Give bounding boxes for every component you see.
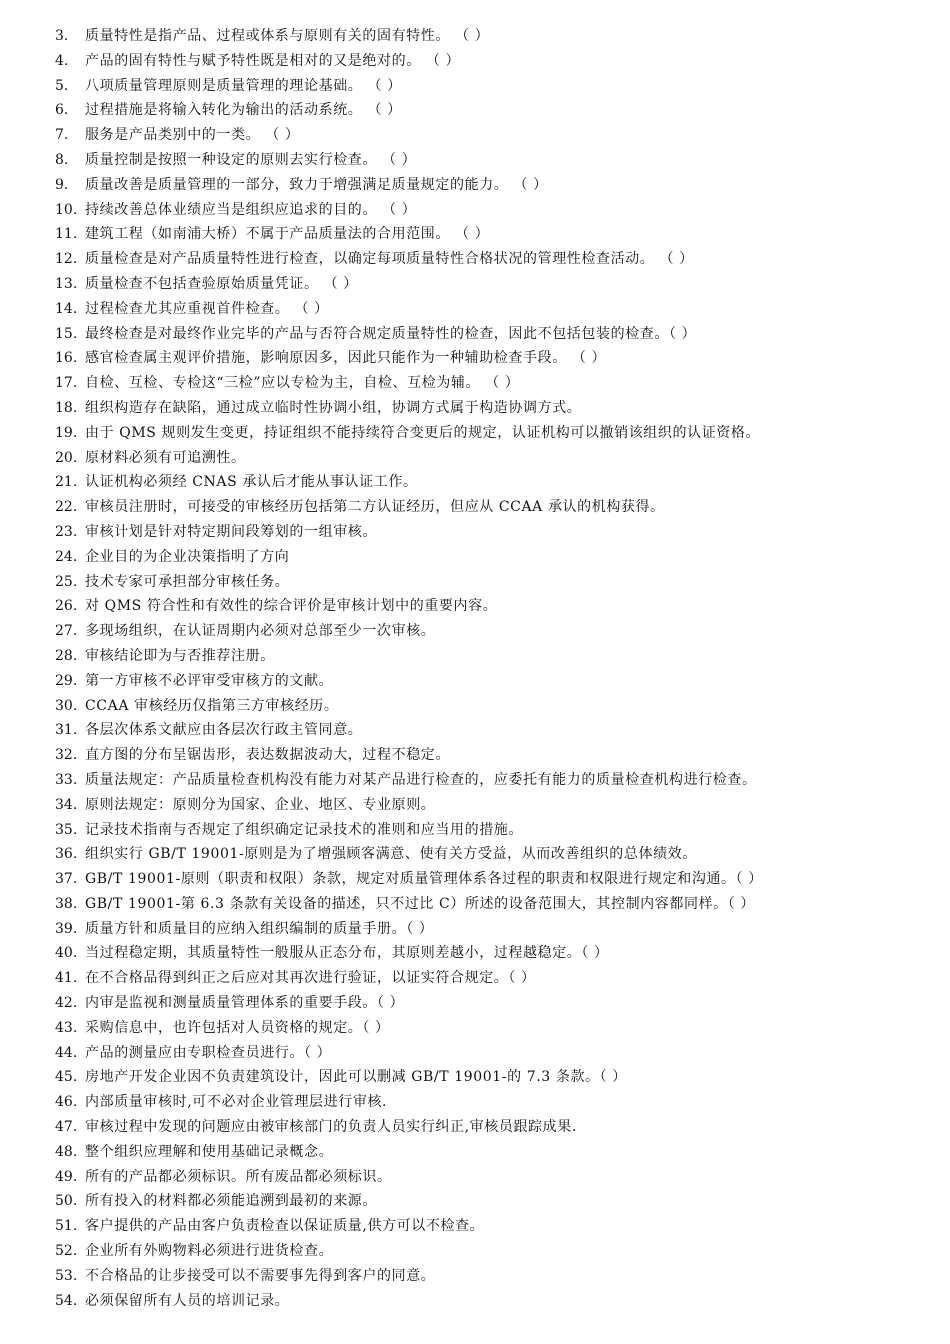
list-item <box>0 396 950 421</box>
list-item <box>0 123 950 148</box>
item-text: 多现场组织，在认证周期内必须对总部至少一次审核。 <box>85 623 436 640</box>
item-number: 45. <box>55 1069 78 1086</box>
item-number: 31. <box>55 722 78 739</box>
item-number: 39. <box>55 920 78 937</box>
list-item <box>0 198 950 223</box>
item-text: 各层次体系文献应由各层次行政主管同意。 <box>85 722 363 739</box>
list-item <box>0 247 950 272</box>
item-text: 服务是产品类别中的一类。 （ ） <box>85 127 300 144</box>
item-text: CCAA 审核经历仅指第三方审核经历。 <box>85 697 339 714</box>
list-item <box>0 98 950 123</box>
list-item <box>0 941 950 966</box>
item-text: 技术专家可承担部分审核任务。 <box>85 573 290 590</box>
item-text: 对 QMS 符合性和有效性的综合评价是审核计划中的重要内容。 <box>85 598 498 615</box>
item-number: 49. <box>55 1168 78 1185</box>
list-item <box>0 768 950 793</box>
list-item <box>0 669 950 694</box>
item-text: GB/T 19001-第 6.3 条款有关设备的描述，只不过比 C）所述的设备范围大，其控制内容都同样。（ ） <box>85 895 756 912</box>
list-item <box>0 272 950 297</box>
item-text: 最终检查是对最终作业完毕的产品与否符合规定质量特性的检查，因此不包括包装的检查。（ ） <box>85 325 697 342</box>
item-text: 由于 QMS 规则发生变更，持证组织不能持续符合变更后的规定，认证机构可以撤销该组织的认证资格。 <box>85 424 761 441</box>
item-number: 13. <box>55 275 78 292</box>
item-text: 所有的产品都必须标识。所有废品都必须标识。 <box>85 1168 392 1185</box>
list-item <box>0 1140 950 1165</box>
item-number: 22. <box>55 499 78 516</box>
item-text: 房地产开发企业因不负责建筑设计，因此可以删减 GB/T 19001-的 7.3 条款。（ ） <box>85 1069 627 1086</box>
item-text: 审核计划是针对特定期间段筹划的一组审核。 <box>85 523 377 540</box>
item-number: 50. <box>55 1193 78 1210</box>
item-text: 直方图的分布呈锯齿形，表达数据波动大，过程不稳定。 <box>85 747 450 764</box>
item-text: 过程措施是将输入转化为输出的活动系统。 （ ） <box>85 102 402 119</box>
item-text: 认证机构必须经 CNAS 承认后才能从事认证工作。 <box>85 474 418 491</box>
item-number: 17. <box>55 375 78 392</box>
list-item <box>0 222 950 247</box>
item-text: 产品的测量应由专职检查员进行。（ ） <box>85 1044 332 1061</box>
item-number: 11. <box>55 226 78 243</box>
item-number: 25. <box>55 573 78 590</box>
list-item <box>0 991 950 1016</box>
item-text: 在不合格品得到纠正之后应对其再次进行验证，以证实符合规定。（ ） <box>85 970 536 987</box>
item-text: 原材料必须有可追溯性。 <box>85 449 246 466</box>
item-number: 26. <box>55 598 78 615</box>
list-item <box>0 694 950 719</box>
list-item <box>0 966 950 991</box>
item-number: 48. <box>55 1143 78 1160</box>
item-number: 35. <box>55 821 78 838</box>
item-number: 29. <box>55 672 78 689</box>
item-number: 53. <box>55 1267 78 1284</box>
item-text: 持续改善总体业绩应当是组织应追求的目的。 （ ） <box>85 201 417 218</box>
item-number: 8. <box>55 151 69 168</box>
item-text: 当过程稳定期，其质量特性一般服从正态分布，其原则差越小，过程越稳定。（ ） <box>85 945 609 962</box>
list-item <box>0 743 950 768</box>
item-number: 16. <box>55 350 78 367</box>
item-number: 41. <box>55 970 78 987</box>
item-text: 八项质量管理原则是质量管理的理论基础。 （ ） <box>85 77 402 94</box>
item-text: 记录技术指南与否规定了组织确定记录技术的准则和应当用的措施。 <box>85 821 523 838</box>
item-number: 30. <box>55 697 78 714</box>
item-number: 18. <box>55 399 78 416</box>
item-text: 企业所有外购物料必须进行进货检查。 <box>85 1243 334 1260</box>
item-number: 27. <box>55 623 78 640</box>
list-item <box>0 1214 950 1239</box>
list-item <box>0 49 950 74</box>
item-number: 23. <box>55 523 78 540</box>
item-text: 审核结论即为与否推荐注册。 <box>85 647 275 664</box>
list-item <box>0 570 950 595</box>
item-number: 51. <box>55 1218 78 1235</box>
item-number: 54. <box>55 1292 78 1309</box>
item-text: 组织构造存在缺陷，通过成立临时性协调小组，协调方式属于构造协调方式。 <box>85 399 582 416</box>
item-number: 21. <box>55 474 78 491</box>
item-text: 过程检查尤其应重视首件检查。 （ ） <box>85 300 329 317</box>
item-number: 40. <box>55 945 78 962</box>
item-number: 24. <box>55 548 78 565</box>
item-number: 37. <box>55 871 78 888</box>
list-item <box>0 470 950 495</box>
list-item <box>0 1239 950 1264</box>
list-item <box>0 1041 950 1066</box>
item-text: 必须保留所有人员的培训记录。 <box>85 1292 290 1309</box>
list-item <box>0 892 950 917</box>
list-item <box>0 173 950 198</box>
item-number: 3. <box>55 28 69 44</box>
item-number: 5. <box>55 77 69 94</box>
list-item <box>0 1090 950 1115</box>
item-number: 10. <box>55 201 78 218</box>
list-item <box>0 322 950 347</box>
item-number: 15. <box>55 325 78 342</box>
item-number: 52. <box>55 1243 78 1260</box>
item-number: 32. <box>55 747 78 764</box>
list-item <box>0 371 950 396</box>
list-item <box>0 520 950 545</box>
item-number: 33. <box>55 771 78 788</box>
item-number: 42. <box>55 995 78 1012</box>
list-item <box>0 346 950 371</box>
item-text: 质量检查是对产品质量特性进行检查，以确定每项质量特性合格状况的管理性检查活动。 （ ） <box>85 251 694 268</box>
item-number: 36. <box>55 846 78 863</box>
list-item <box>0 74 950 99</box>
item-text: 组织实行 GB/T 19001-原则是为了增强顾客满意、使有关方受益，从而改善组织的总体绩效。 <box>85 846 697 863</box>
item-text: 审核员注册时，可接受的审核经历包括第二方认证经历，但应从 CCAA 承认的机构获得。 <box>85 499 665 516</box>
item-number: 4. <box>55 52 69 69</box>
item-number: 12. <box>55 251 78 268</box>
list-item <box>0 1065 950 1090</box>
item-number: 38. <box>55 895 78 912</box>
item-text: 不合格品的让步接受可以不需要事先得到客户的同意。 <box>85 1267 436 1284</box>
list-item <box>0 867 950 892</box>
item-text: 采购信息中，也许包括对人员资格的规定。（ ） <box>85 1019 390 1036</box>
item-text: 原则法规定：原则分为国家、企业、地区、专业原则。 <box>85 796 436 813</box>
item-text: 建筑工程（如南浦大桥）不属于产品质量法的合用范围。 （ ） <box>85 226 490 243</box>
list-item <box>0 842 950 867</box>
list-item <box>0 495 950 520</box>
list-item <box>0 446 950 471</box>
question-list <box>0 24 950 1313</box>
item-text: 整个组织应理解和使用基础记录概念。 <box>85 1143 334 1160</box>
item-number: 47. <box>55 1119 78 1136</box>
item-text: 第一方审核不必评审受审核方的文献。 <box>85 672 334 689</box>
item-number: 44. <box>55 1044 78 1061</box>
item-text: 自检、互检、专检这“三检”应以专检为主，自检、互检为辅。 （ ） <box>85 375 520 392</box>
list-item <box>0 917 950 942</box>
item-number: 19. <box>55 424 78 441</box>
item-number: 7. <box>55 127 69 144</box>
list-item <box>0 1115 950 1140</box>
list-item <box>0 619 950 644</box>
list-item <box>0 1165 950 1190</box>
item-number: 14. <box>55 300 78 317</box>
item-text: 内审是监视和测量质量管理体系的重要手段。（ ） <box>85 995 405 1012</box>
list-item <box>0 1264 950 1289</box>
item-number: 34. <box>55 796 78 813</box>
list-item <box>0 148 950 173</box>
list-item <box>0 545 950 570</box>
item-number: 46. <box>55 1094 78 1111</box>
item-text: 质量改善是质量管理的一部分，致力于增强满足质量规定的能力。 （ ） <box>85 176 548 193</box>
item-text: 质量方针和质量目的应纳入组织编制的质量手册。（ ） <box>85 920 434 937</box>
list-item <box>0 421 950 446</box>
item-text: 所有投入的材料都必须能追溯到最初的来源。 <box>85 1193 377 1210</box>
list-item <box>0 1289 950 1314</box>
item-text: 客户提供的产品由客户负责检查以保证质量,供方可以不检查。 <box>85 1218 485 1235</box>
list-item <box>0 718 950 743</box>
list-item <box>0 1016 950 1041</box>
list-item <box>0 1189 950 1214</box>
item-text: 质量控制是按照一种设定的原则去实行检查。 （ ） <box>85 151 417 168</box>
item-text: 质量法规定：产品质量检查机构没有能力对某产品进行检查的，应委托有能力的质量检查机构进行检查。 <box>85 771 757 788</box>
item-text: 感官检查属主观评价措施，影响原因多，因此只能作为一种辅助检查手段。 （ ） <box>85 350 607 367</box>
item-number: 28. <box>55 647 78 664</box>
item-number: 43. <box>55 1019 78 1036</box>
list-item <box>0 818 950 843</box>
item-text: 产品的固有特性与赋予特性既是相对的又是绝对的。 （ ） <box>85 52 461 69</box>
item-number: 6. <box>55 102 69 119</box>
list-item <box>0 793 950 818</box>
item-text: 质量检查不包括查验原始质量凭证。 （ ） <box>85 275 358 292</box>
list-item <box>0 644 950 669</box>
item-text: 审核过程中发现的问题应由被审核部门的负责人员实行纠正,审核员跟踪成果. <box>85 1119 577 1136</box>
list-item <box>0 24 950 49</box>
item-text: GB/T 19001-原则（职责和权限）条款，规定对质量管理体系各过程的职责和权限进行规定和沟通。（ ） <box>85 871 763 888</box>
item-text: 企业目的为企业决策指明了方向 <box>85 548 290 565</box>
list-item <box>0 297 950 322</box>
item-number: 20. <box>55 449 78 466</box>
list-item <box>0 594 950 619</box>
item-text: 内部质量审核时,可不必对企业管理层进行审核. <box>85 1094 388 1111</box>
item-number: 9. <box>55 176 69 193</box>
item-text: 质量特性是指产品、过程或体系与原则有关的固有特性。 （ ） <box>85 28 490 44</box>
